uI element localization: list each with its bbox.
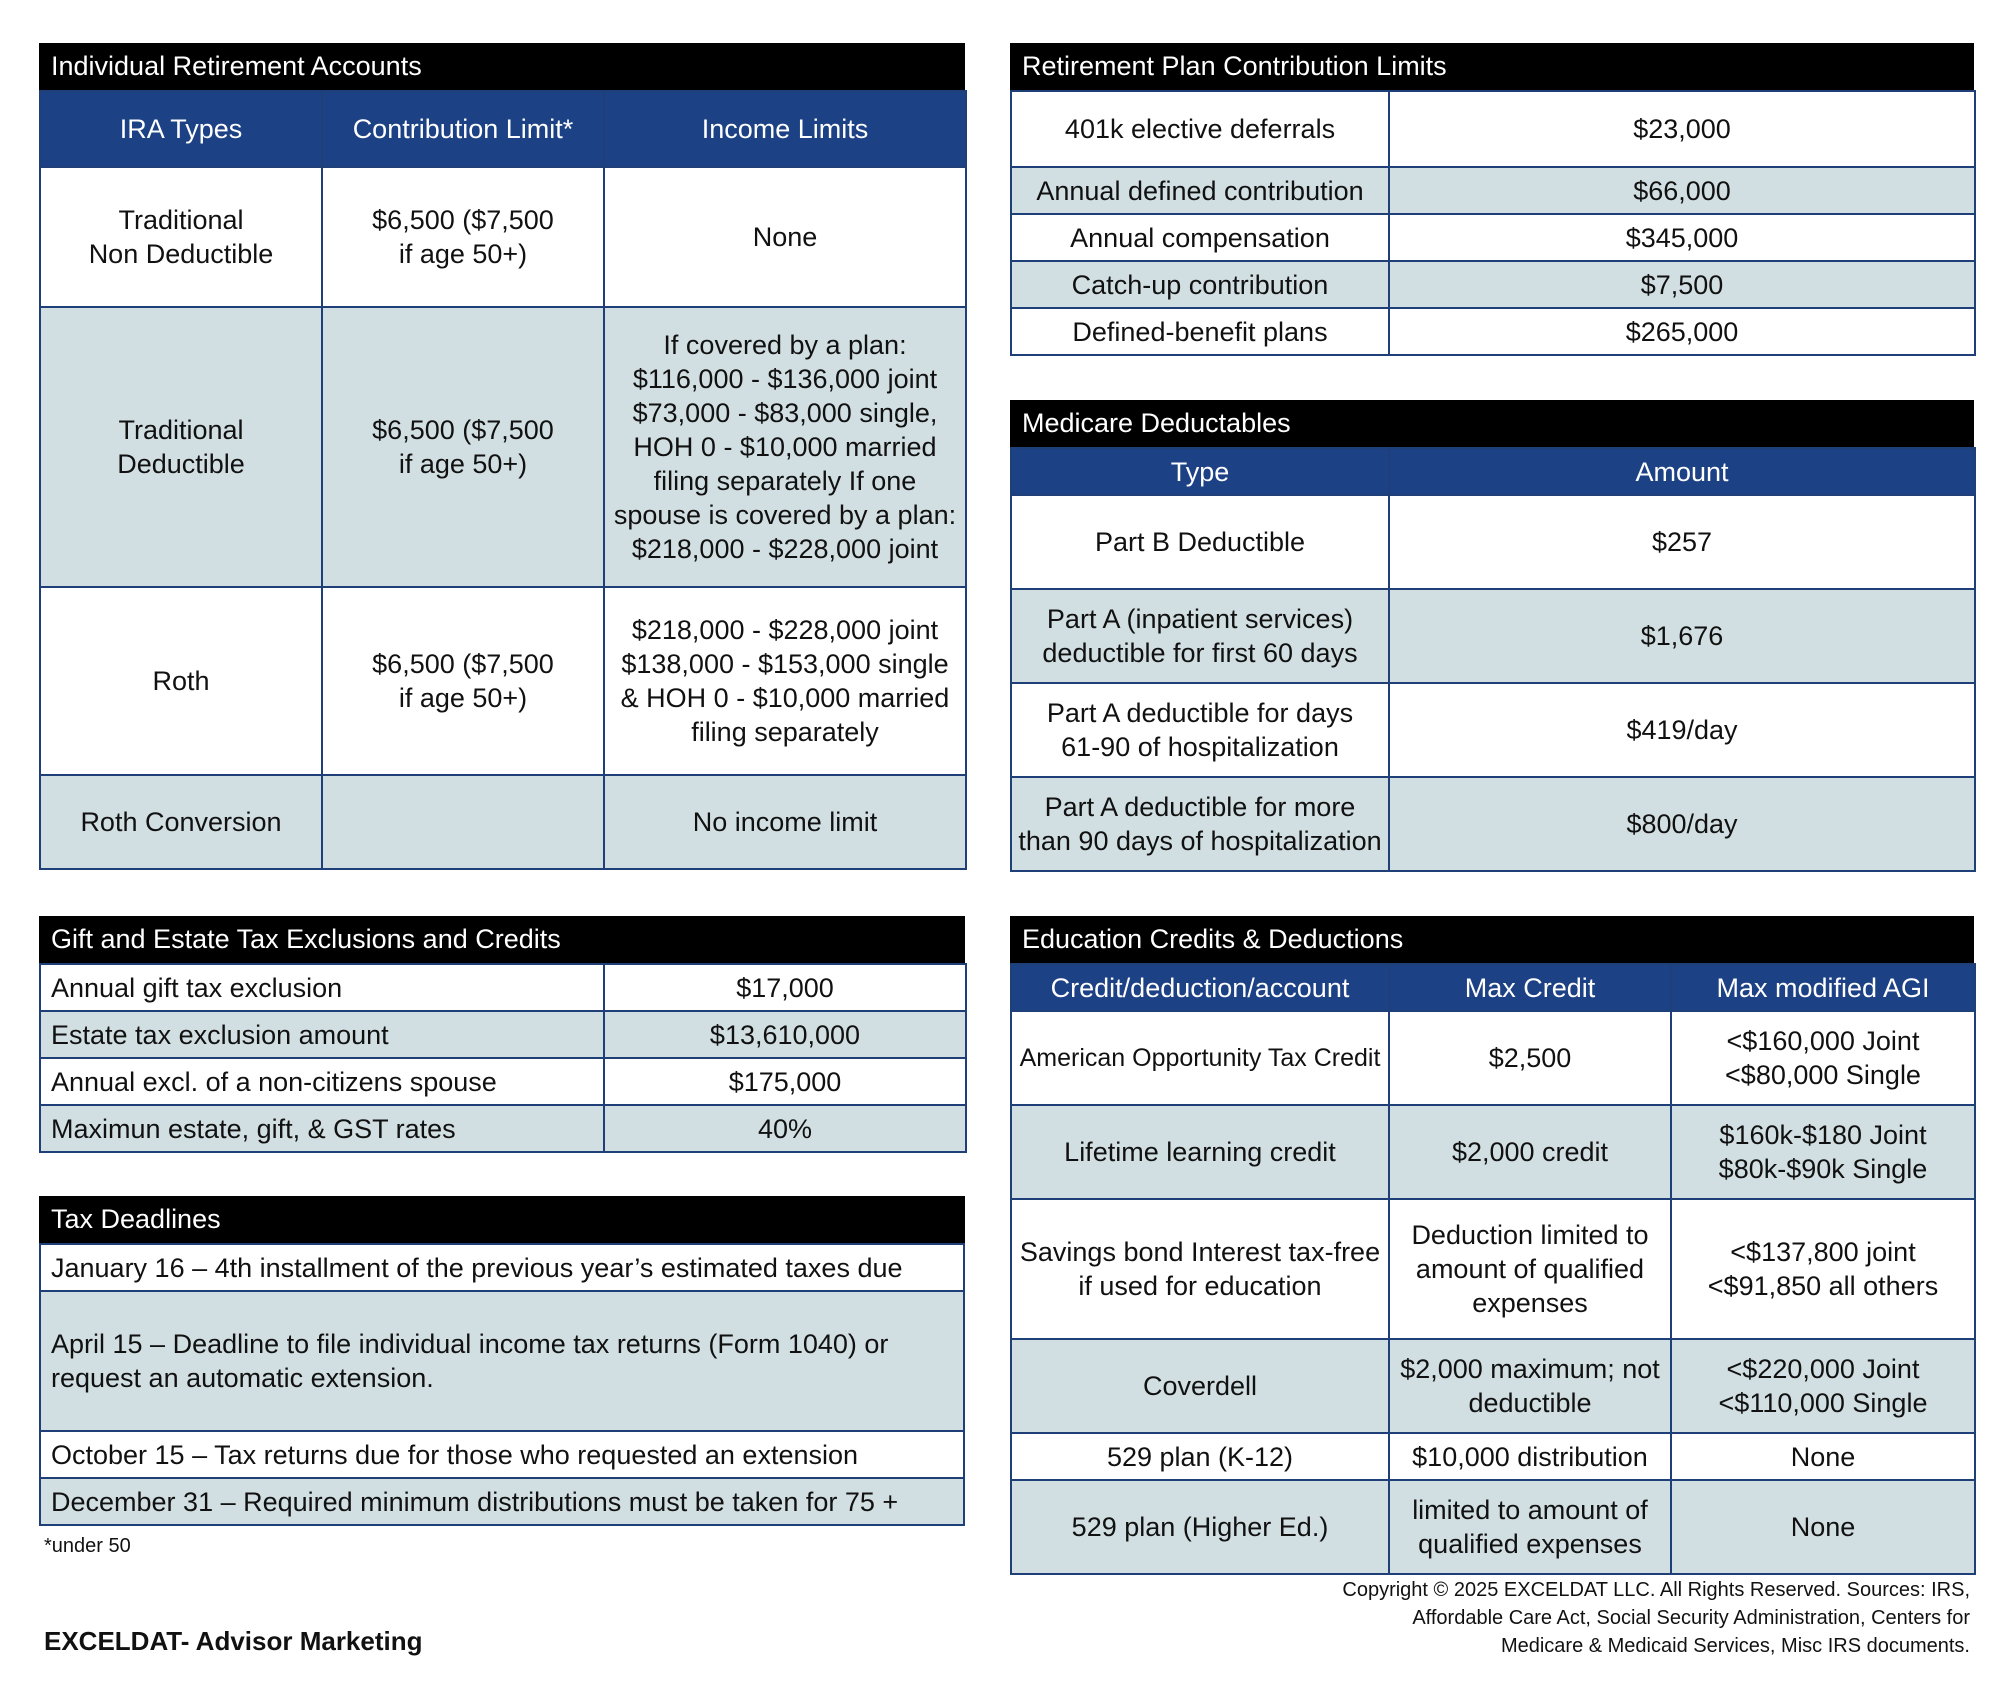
ira-limit: $6,500 ($7,500 if age 50+) [322, 307, 604, 587]
medicare-amount: $800/day [1389, 777, 1975, 871]
ira-income: None [604, 167, 966, 307]
gift-row [40, 1058, 966, 1105]
education-credit: $2,500 [1389, 1011, 1671, 1105]
retirement-label: 401k elective deferrals [1011, 91, 1389, 167]
gift-row [40, 1011, 966, 1058]
education-row [1011, 1433, 1975, 1480]
retirement-value: $265,000 [1389, 308, 1975, 355]
gift-value: 40% [604, 1105, 966, 1152]
retirement-row [1011, 91, 1975, 167]
medicare-row [1011, 777, 1975, 871]
medicare-type: Part A deductible for more than 90 days of hospitalization [1011, 777, 1389, 871]
education-header-name: Credit/deduction/account [1011, 964, 1389, 1011]
education-title: Education Credits & Deductions [1010, 916, 1974, 963]
retirement-label: Annual compensation [1011, 214, 1389, 261]
medicare-row [1011, 495, 1975, 589]
ira-type: Traditional Non Deductible [40, 167, 322, 307]
education-name: Coverdell [1011, 1339, 1389, 1433]
deadline-text: April 15 – Deadline to file individual income tax returns (Form 1040) or request an automatic extension. [40, 1291, 964, 1431]
ira-row [40, 587, 966, 775]
education-header-agi: Max modified AGI [1671, 964, 1975, 1011]
ira-table [39, 90, 967, 870]
ira-income: $218,000 - $228,000 joint $138,000 - $153,000 single & HOH 0 - $10,000 married filing separately [604, 587, 966, 775]
ira-title: Individual Retirement Accounts [39, 43, 965, 90]
gift-row [40, 1105, 966, 1152]
gift-row [40, 964, 966, 1011]
gift-table [39, 963, 967, 1153]
medicare-type: Part B Deductible [1011, 495, 1389, 589]
medicare-amount: $419/day [1389, 683, 1975, 777]
deadline-text: October 15 – Tax returns due for those who requested an extension [40, 1431, 964, 1478]
education-panel [1010, 916, 1974, 1575]
medicare-type: Part A deductible for days 61-90 of hospitalization [1011, 683, 1389, 777]
education-name: 529 plan (Higher Ed.) [1011, 1480, 1389, 1574]
gift-label: Annual gift tax exclusion [40, 964, 604, 1011]
education-row [1011, 1105, 1975, 1199]
education-row [1011, 1011, 1975, 1105]
deadline-row [40, 1244, 964, 1291]
education-table [1010, 963, 1976, 1575]
education-name: Savings bond Interest tax-free if used for education [1011, 1199, 1389, 1339]
retirement-row [1011, 167, 1975, 214]
retirement-value: $23,000 [1389, 91, 1975, 167]
ira-type: Roth Conversion [40, 775, 322, 869]
education-credit: $10,000 distribution [1389, 1433, 1671, 1480]
medicare-panel [1010, 400, 1974, 872]
education-credit: $2,000 credit [1389, 1105, 1671, 1199]
retirement-row [1011, 308, 1975, 355]
medicare-header-amount: Amount [1389, 448, 1975, 495]
footnote: *under 50 [44, 1535, 131, 1557]
retirement-label: Defined-benefit plans [1011, 308, 1389, 355]
deadline-row [40, 1431, 964, 1478]
retirement-row [1011, 261, 1975, 308]
deadlines-title: Tax Deadlines [39, 1196, 965, 1243]
medicare-table [1010, 447, 1976, 872]
education-agi: $160k-$180 Joint $80k-$90k Single [1671, 1105, 1975, 1199]
education-credit: $2,000 maximum; not deductible [1389, 1339, 1671, 1433]
education-name: American Opportunity Tax Credit [1011, 1011, 1389, 1105]
ira-type: Traditional Deductible [40, 307, 322, 587]
gift-value: $175,000 [604, 1058, 966, 1105]
retirement-value: $66,000 [1389, 167, 1975, 214]
medicare-title: Medicare Deductables [1010, 400, 1974, 447]
retirement-value: $345,000 [1389, 214, 1975, 261]
retirement-label: Catch-up contribution [1011, 261, 1389, 308]
deadlines-panel [39, 1196, 965, 1526]
medicare-amount: $1,676 [1389, 589, 1975, 683]
education-row [1011, 1339, 1975, 1433]
education-header-credit: Max Credit [1389, 964, 1671, 1011]
ira-header-types: IRA Types [40, 91, 322, 167]
education-agi: <$137,800 joint <$91,850 all others [1671, 1199, 1975, 1339]
gift-label: Estate tax exclusion amount [40, 1011, 604, 1058]
retirement-label: Annual defined contribution [1011, 167, 1389, 214]
ira-row [40, 307, 966, 587]
medicare-row [1011, 683, 1975, 777]
gift-label: Maximun estate, gift, & GST rates [40, 1105, 604, 1152]
retirement-panel [1010, 43, 1974, 356]
ira-income: If covered by a plan: $116,000 - $136,000 joint $73,000 - $83,000 single, HOH 0 - $10,000 married filing separately If one spouse is covered by a plan: $218,000 - $228,000 joint [604, 307, 966, 587]
medicare-type: Part A (inpatient services) deductible for first 60 days [1011, 589, 1389, 683]
gift-title: Gift and Estate Tax Exclusions and Credits [39, 916, 965, 963]
deadline-row [40, 1291, 964, 1431]
ira-limit: $6,500 ($7,500 if age 50+) [322, 167, 604, 307]
education-agi: <$160,000 Joint <$80,000 Single [1671, 1011, 1975, 1105]
deadlines-table [39, 1243, 965, 1526]
brand-name: EXCELDAT- Advisor Marketing [44, 1626, 423, 1656]
ira-limit [322, 775, 604, 869]
ira-row [40, 167, 966, 307]
medicare-header-type: Type [1011, 448, 1389, 495]
education-name: Lifetime learning credit [1011, 1105, 1389, 1199]
deadline-text: January 16 – 4th installment of the previous year’s estimated taxes due [40, 1244, 964, 1291]
education-credit: limited to amount of qualified expenses [1389, 1480, 1671, 1574]
deadline-row [40, 1478, 964, 1525]
retirement-value: $7,500 [1389, 261, 1975, 308]
education-agi: <$220,000 Joint <$110,000 Single [1671, 1339, 1975, 1433]
education-agi: None [1671, 1480, 1975, 1574]
ira-header-income: Income Limits [604, 91, 966, 167]
ira-income: No income limit [604, 775, 966, 869]
education-credit: Deduction limited to amount of qualified expenses [1389, 1199, 1671, 1339]
ira-row [40, 775, 966, 869]
gift-value: $17,000 [604, 964, 966, 1011]
education-row [1011, 1199, 1975, 1339]
gift-value: $13,610,000 [604, 1011, 966, 1058]
ira-panel [39, 43, 965, 870]
education-agi: None [1671, 1433, 1975, 1480]
medicare-amount: $257 [1389, 495, 1975, 589]
gift-label: Annual excl. of a non-citizens spouse [40, 1058, 604, 1105]
ira-header-limit: Contribution Limit* [322, 91, 604, 167]
gift-panel [39, 916, 965, 1153]
retirement-row [1011, 214, 1975, 261]
education-name: 529 plan (K-12) [1011, 1433, 1389, 1480]
retirement-table [1010, 90, 1976, 356]
retirement-title: Retirement Plan Contribution Limits [1010, 43, 1974, 90]
medicare-row [1011, 589, 1975, 683]
deadline-text: December 31 – Required minimum distributions must be taken for 75 + [40, 1478, 964, 1525]
copyright-notice: Copyright © 2025 EXCELDAT LLC. All Rights Reserved. Sources: IRS, Affordable Care Act, Social Security Administration, Centers for Medicare & Medicaid Services, Misc IRS documents. [1342, 1579, 1970, 1657]
ira-limit: $6,500 ($7,500 if age 50+) [322, 587, 604, 775]
education-row [1011, 1480, 1975, 1574]
ira-type: Roth [40, 587, 322, 775]
